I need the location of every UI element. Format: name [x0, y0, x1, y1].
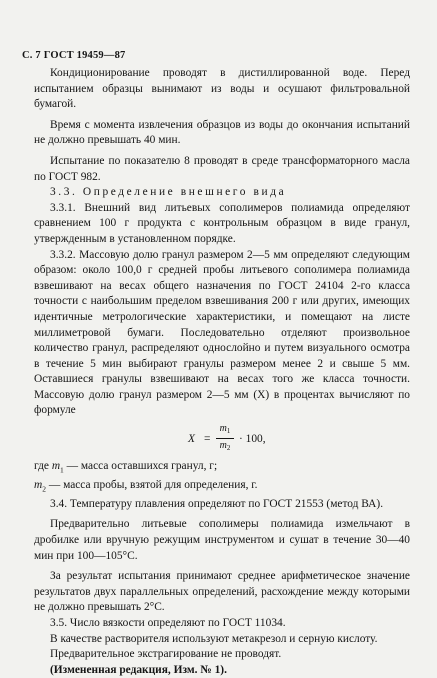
paragraph-grinding: Предварительно литьевые сополимеры полиамида измельчают в дробилке или вручную режущим инструментом и сушат в течение 30—40 мин при 100—105°С.: [34, 518, 410, 562]
paragraph-3-3-2: 3.3.2. Массовую долю гранул размером 2—5 мм определяют следующим образом: около 100,0 г средней пробы литьевого сополимера полиамида взвешивают на весах общего назначения по ГОСТ 24104 2-го класса точности с наибольшим пределом взвешивания 200 г или других, имеющих идентичные метрологические характеристики, и помещают на листе миллиметровой бумаги. Последовательно отделяют произвольное количество гранул, распределяют однослойно и путем визуального осмотра в течение 5 мин выбирают гранулы размером менее 2 и свыше 5 мм. Оставшиеся гранулы взвешивают на весах того же класса точности. Массовую долю гранул размером 2—5 мм (X) в процентах вычисляют по формуле: [34, 248, 410, 417]
page-header: С. 7 ГОСТ 19459—87: [22, 50, 126, 61]
formula-equals: =: [204, 433, 211, 446]
paragraph-solvent: В качестве растворителя используют метакрезол и серную кислоту.: [50, 632, 378, 645]
formula-numerator: $m_1$: [219, 423, 231, 436]
definition-m1: где $m_1$ — масса оставшихся гранул, г;: [34, 460, 218, 475]
definition-m2: $m_2$ — масса пробы, взятой для определения, г.: [34, 478, 258, 494]
amendment-note: (Измененная редакция, Изм. № 1).: [50, 663, 227, 676]
paragraph-time-limit: Время с момента извлечения образцов из воды до окончания испытаний не должно превышать 40 мин.: [34, 118, 410, 147]
paragraph-oil-test: Испытание по показателю 8 проводят в среде трансформаторного масла по ГОСТ 982.: [34, 154, 410, 183]
paragraph-extraction: Предварительное экстрагирование не проводят.: [50, 648, 282, 661]
document-body: [34, 66, 410, 678]
paragraph-3-5: 3.5. Число вязкости определяют по ГОСТ 11034.: [50, 616, 286, 629]
formula: [34, 423, 410, 457]
fraction-bar: [216, 438, 234, 439]
paragraph-3-3-1: 3.3.1. Внешний вид литьевых сополимеров полиамида определяют сравнением 100 г продукта с контрольным образцом в виде гранул, утвержденным в установленном порядке.: [34, 201, 410, 245]
section-3-3-heading: 3.3. Определение внешнего вида: [50, 186, 287, 199]
formula-fraction: [216, 423, 234, 454]
formula-multiplier: · 100,: [239, 433, 266, 446]
formula-denominator: $m_2$: [219, 440, 231, 453]
paragraph-result: За результат испытания принимают среднее арифметическое значение результатов двух параллельных определений, расхождение между которыми не должно превышать 2°С.: [34, 570, 410, 614]
paragraph-3-4: 3.4. Температуру плавления определяют по ГОСТ 21553 (метод ВА).: [50, 497, 384, 510]
paragraph-conditioning: Кондиционирование проводят в дистиллированной воде. Перед испытанием образцы вынимают из воды и осушают фильтровальной бумагой.: [34, 67, 410, 111]
formula-lhs: X: [188, 433, 195, 446]
